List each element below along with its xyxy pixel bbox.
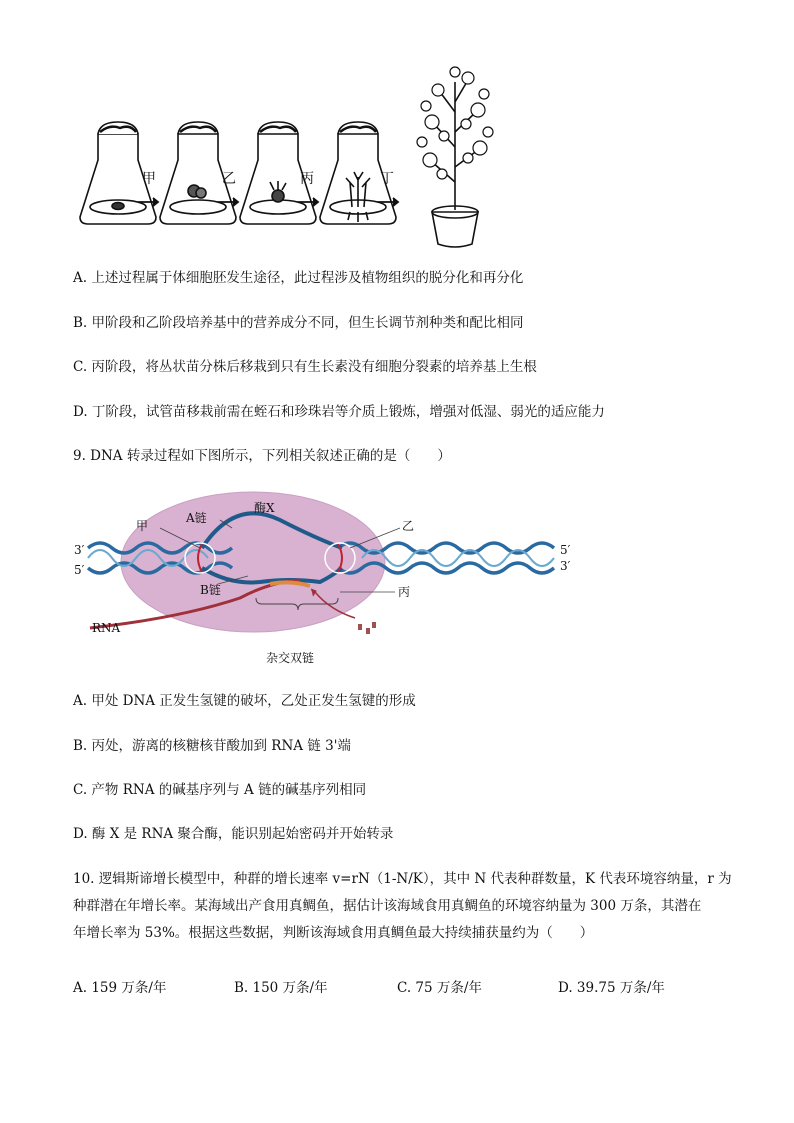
label-rna: RNA <box>92 621 121 635</box>
q10-option-a: A. 159 万条/年 <box>73 980 167 996</box>
q9-option-b: B. 丙处，游离的核糖核苷酸加到 RNA 链 3'端 <box>73 738 351 754</box>
fig1-label-bing: 丙 <box>300 171 314 187</box>
q10-option-c: C. 75 万条/年 <box>397 980 482 996</box>
q8-option-a: A. 上述过程属于体细胞胚发生途径，此过程涉及植物组织的脱分化和再分化 <box>73 270 524 286</box>
q10-option-d: D. 39.75 万条/年 <box>558 980 665 996</box>
q10-stem-line-1: 10. 逻辑斯谛增长模型中，种群的增长速率 v=rN（1-N/K），其中 N 代表种群数量，K 代表环境容纳量，r 为 <box>73 871 732 887</box>
q10-stem <box>73 866 732 947</box>
q9-option-c: C. 产物 RNA 的碱基序列与 A 链的碱基序列相同 <box>73 782 367 798</box>
label-jia: 甲 <box>136 519 149 533</box>
q8-option-d: D. 丁阶段，试管苗移栽前需在蛭石和珍珠岩等介质上锻炼，增强对低湿、弱光的适应能力 <box>73 404 605 420</box>
label-right-3: 3′ <box>560 559 571 573</box>
q9-stem: 9. DNA 转录过程如下图所示，下列相关叙述正确的是（ ） <box>73 448 451 464</box>
label-right-5: 5′ <box>560 543 571 557</box>
fig1-label-yi: 乙 <box>222 171 236 187</box>
q8-option-c: C. 丙阶段，将丛状苗分株后移栽到只有生长素没有细胞分裂素的培养基上生根 <box>73 359 537 375</box>
label-bing: 丙 <box>398 585 411 599</box>
label-a-chain: A链 <box>186 511 207 525</box>
q8-option-b: B. 甲阶段和乙阶段培养基中的营养成分不同，但生长调节剂种类和配比相同 <box>73 315 524 331</box>
label-left-3: 3′ <box>74 543 85 557</box>
label-enzyme-x: 酶X <box>254 501 275 515</box>
q10-stem-line-2: 种群潜在年增长率。某海域出产食用真鲷鱼，据估计该海域食用真鲷鱼的环境容纳量为 300 万条，其潜在 <box>73 898 702 914</box>
label-yi: 乙 <box>402 519 415 533</box>
q9-option-a: A. 甲处 DNA 正发生氢键的破坏，乙处正发生氢键的形成 <box>73 693 416 709</box>
fig1-label-jia: 甲 <box>142 171 156 187</box>
q10-stem-line-3: 年增长率为 53%。根据这些数据，判断该海域食用真鲷鱼最大持续捕获量约为（ ） <box>73 925 594 941</box>
label-hybrid: 杂交双链 <box>266 651 315 665</box>
potted-plant <box>417 67 493 247</box>
tissue-culture-figure <box>70 62 530 252</box>
q9-option-d: D. 酶 X 是 RNA 聚合酶，能识别起始密码并开始转录 <box>73 826 394 842</box>
fig1-label-ding: 丁 <box>380 171 394 187</box>
label-left-5: 5′ <box>74 563 85 577</box>
q10-option-b: B. 150 万条/年 <box>234 980 328 996</box>
transcription-figure <box>70 490 590 670</box>
label-b-chain: B链 <box>200 583 221 597</box>
